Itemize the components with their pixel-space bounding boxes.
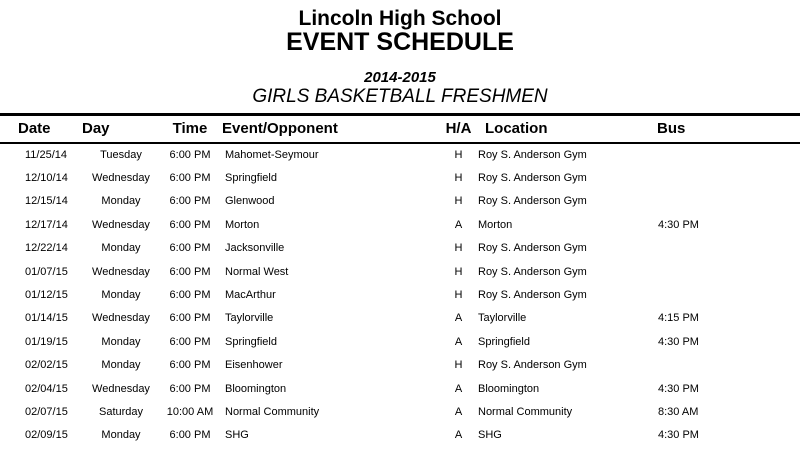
cell-time: 6:00 PM bbox=[169, 172, 211, 185]
cell-date: 11/25/14 bbox=[25, 149, 68, 162]
cell-event: Mahomet-Seymour bbox=[225, 149, 319, 162]
cell-bus: 4:30 PM bbox=[658, 382, 699, 395]
cell-date: 12/17/14 bbox=[25, 218, 68, 231]
col-header-date: Date bbox=[18, 120, 51, 137]
cell-day: Monday bbox=[101, 195, 141, 208]
cell-day: Tuesday bbox=[100, 149, 142, 162]
col-header-bus: Bus bbox=[657, 120, 686, 137]
col-header-time: Time bbox=[172, 120, 208, 137]
cell-time: 6:00 PM bbox=[169, 242, 211, 255]
cell-bus: 4:30 PM bbox=[658, 218, 699, 231]
document-title: EVENT SCHEDULE bbox=[286, 28, 514, 56]
col-header-day: Day bbox=[82, 120, 110, 137]
cell-event: SHG bbox=[225, 429, 249, 442]
cell-date: 01/07/15 bbox=[25, 265, 68, 278]
cell-ha: A bbox=[454, 405, 463, 418]
cell-ha: H bbox=[454, 149, 463, 162]
table-row bbox=[0, 166, 800, 189]
cell-ha: A bbox=[454, 429, 463, 442]
cell-location: Roy S. Anderson Gym bbox=[478, 172, 587, 185]
cell-ha: A bbox=[454, 382, 463, 395]
col-header-event: Event/Opponent bbox=[222, 120, 338, 137]
cell-event: Morton bbox=[225, 218, 260, 231]
col-header-location: Location bbox=[485, 120, 548, 137]
cell-location: Springfield bbox=[478, 335, 530, 348]
cell-bus bbox=[650, 283, 800, 306]
cell-time: 6:00 PM bbox=[169, 149, 211, 162]
cell-time: 6:00 PM bbox=[169, 195, 211, 208]
cell-location: Taylorville bbox=[478, 312, 527, 325]
table-row bbox=[0, 213, 800, 236]
cell-date: 01/14/15 bbox=[25, 312, 68, 325]
cell-day: Wednesday bbox=[92, 382, 150, 395]
cell-day: Wednesday bbox=[92, 172, 150, 185]
cell-bus bbox=[650, 190, 800, 213]
table-row bbox=[0, 283, 800, 306]
school-name: Lincoln High School bbox=[298, 7, 502, 30]
cell-event: Normal West bbox=[225, 265, 289, 278]
cell-event: Springfield bbox=[225, 172, 277, 185]
cell-ha: H bbox=[454, 289, 463, 302]
table-row bbox=[0, 354, 800, 377]
cell-event: Eisenhower bbox=[225, 359, 283, 372]
cell-location: SHG bbox=[478, 429, 502, 442]
cell-location: Roy S. Anderson Gym bbox=[478, 242, 587, 255]
cell-time: 6:00 PM bbox=[169, 265, 211, 278]
team-label: GIRLS BASKETBALL FRESHMEN bbox=[252, 86, 548, 107]
cell-date: 12/15/14 bbox=[25, 195, 68, 208]
cell-bus bbox=[650, 260, 800, 283]
cell-ha: H bbox=[454, 242, 463, 255]
cell-day: Monday bbox=[101, 242, 141, 255]
cell-date: 02/07/15 bbox=[25, 405, 68, 418]
cell-day: Monday bbox=[101, 429, 141, 442]
cell-time: 6:00 PM bbox=[169, 335, 211, 348]
cell-day: Saturday bbox=[98, 405, 144, 418]
cell-event: Jacksonville bbox=[225, 242, 285, 255]
cell-bus: 4:15 PM bbox=[658, 312, 699, 325]
cell-date: 12/10/14 bbox=[25, 172, 68, 185]
cell-ha: H bbox=[454, 195, 463, 208]
cell-day: Wednesday bbox=[92, 265, 150, 278]
cell-location: Morton bbox=[478, 218, 513, 231]
col-header-ha: H/A bbox=[445, 120, 472, 137]
table-row bbox=[0, 400, 800, 423]
table-row bbox=[0, 330, 800, 353]
cell-ha: H bbox=[454, 265, 463, 278]
cell-time: 6:00 PM bbox=[169, 312, 211, 325]
cell-day: Monday bbox=[101, 335, 141, 348]
cell-location: Roy S. Anderson Gym bbox=[478, 149, 587, 162]
cell-location: Roy S. Anderson Gym bbox=[478, 359, 587, 372]
document-header bbox=[0, 0, 800, 107]
season-label: 2014-2015 bbox=[364, 69, 436, 86]
table-row bbox=[0, 143, 800, 166]
cell-time: 6:00 PM bbox=[169, 429, 211, 442]
cell-date: 01/19/15 bbox=[25, 335, 68, 348]
table-row bbox=[0, 307, 800, 330]
cell-bus bbox=[650, 237, 800, 260]
cell-location: Roy S. Anderson Gym bbox=[478, 289, 587, 302]
cell-time: 6:00 PM bbox=[169, 359, 211, 372]
cell-event: Normal Community bbox=[225, 405, 320, 418]
cell-bus: 4:30 PM bbox=[658, 429, 699, 442]
cell-bus bbox=[650, 143, 800, 166]
table-row bbox=[0, 377, 800, 400]
table-row bbox=[0, 424, 800, 447]
cell-day: Wednesday bbox=[92, 312, 150, 325]
cell-event: Bloomington bbox=[225, 382, 287, 395]
cell-day: Wednesday bbox=[92, 218, 150, 231]
cell-event: Springfield bbox=[225, 335, 277, 348]
cell-location: Roy S. Anderson Gym bbox=[478, 265, 587, 278]
cell-date: 12/22/14 bbox=[25, 242, 68, 255]
cell-time: 10:00 AM bbox=[166, 405, 214, 418]
cell-location: Normal Community bbox=[478, 405, 573, 418]
cell-ha: A bbox=[454, 335, 463, 348]
cell-event: Glenwood bbox=[225, 195, 275, 208]
cell-ha: H bbox=[454, 359, 463, 372]
cell-day: Monday bbox=[101, 289, 141, 302]
cell-bus bbox=[650, 166, 800, 189]
cell-date: 01/12/15 bbox=[25, 289, 68, 302]
cell-date: 02/02/15 bbox=[25, 359, 68, 372]
cell-bus bbox=[650, 354, 800, 377]
cell-bus: 8:30 AM bbox=[658, 405, 699, 418]
cell-time: 6:00 PM bbox=[169, 218, 211, 231]
cell-location: Bloomington bbox=[478, 382, 540, 395]
table-header-row bbox=[0, 115, 800, 144]
cell-location: Roy S. Anderson Gym bbox=[478, 195, 587, 208]
table-row bbox=[0, 237, 800, 260]
cell-date: 02/09/15 bbox=[25, 429, 68, 442]
cell-ha: A bbox=[454, 218, 463, 231]
table-row bbox=[0, 190, 800, 213]
table-row bbox=[0, 260, 800, 283]
cell-time: 6:00 PM bbox=[169, 289, 211, 302]
cell-bus: 4:30 PM bbox=[658, 335, 699, 348]
cell-date: 02/04/15 bbox=[25, 382, 68, 395]
cell-ha: H bbox=[454, 172, 463, 185]
cell-event: Taylorville bbox=[225, 312, 274, 325]
cell-day: Monday bbox=[101, 359, 141, 372]
cell-ha: A bbox=[454, 312, 463, 325]
event-schedule-table bbox=[0, 113, 800, 447]
cell-time: 6:00 PM bbox=[169, 382, 211, 395]
cell-event: MacArthur bbox=[225, 289, 276, 302]
